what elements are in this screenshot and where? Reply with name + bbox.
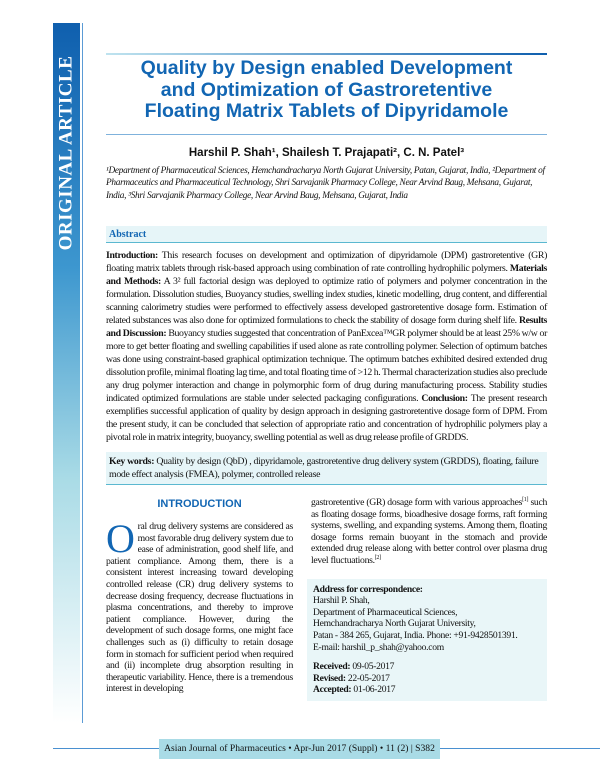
intro-text: such as floating dosage forms, bioadhesive dosage forms, raft forming systems, swelling, and expanding systems. Among them, floating dosage forms remain buoyant in the stomach and provide extended drug release along with better control over plasma drug level fluctuations. (311, 497, 548, 566)
intro-column-right-wrap (311, 497, 547, 701)
received-date (313, 661, 541, 673)
abstract-text: The present research exemplifies successful application of quality by design approach in designing gastroretentive dosage form of DPM. From the present study, it can be concluded that selection of appropriate ratio and concentration of hydrophilic polymers play a pivotal role in matrix integrity, buoyancy, swelling potential as well as drug release profile of GRDDS. (106, 393, 547, 443)
citation[interactable]: [2] (374, 554, 381, 561)
intro-column-right (311, 497, 547, 567)
keywords (106, 452, 547, 485)
article-type-label (53, 23, 80, 283)
section-heading: INTRODUCTION (157, 498, 242, 510)
correspondence-line: Patan - 384 265, Gujarat, India. Phone: +91-9428501391. (313, 629, 518, 641)
drop-cap: O (106, 516, 135, 561)
intro-text: ral drug delivery systems are considered as most favorable drug delivery system due to ease of administration, good shelf life, and patient compliance. Among them, there is a consistent interest increasing toward developing controlled release (CR) drug delivery systems to decrease dosing frequency, decrease fluctuations in plasma concentrations, and thereby to improve patient compliance. However, during the development of such dosage forms, one might face challenges such as (i) difficulty to retain dosage form in stomach for sufficient period when required and (ii) incomplete drug absorption resulting in therapeutic variability. Hence, there is a tremendous interest in developing (106, 521, 293, 695)
accepted-value: 01-06-2017 (351, 684, 396, 696)
footer-citation: Asian Journal of Pharmaceutics • Apr-Jun 2017 (Suppl) • 11 (2) | S382 (159, 739, 440, 759)
page-title (106, 58, 547, 123)
correspondence-label: Address for correspondence: (313, 583, 423, 595)
correspondence-box (307, 579, 547, 701)
keywords-text: Quality by design (QbD) , dipyridamole, gastroretentive drug delivery system (GRDDS), floating, failure mode effect analysis (FMEA), polymer, controlled release (109, 456, 539, 480)
authors: Harshil P. Shah¹, Shailesh T. Prajapati², C. N. Patel³ (188, 147, 465, 159)
accepted-label: Accepted: (313, 684, 352, 696)
abstract-text: This research focuses on development and optimization of dipyridamole (DPM) gastroretentive (GR) floating matrix tablets through risk-based approach using combination of rate controlling hydrophilic polymers. (106, 250, 547, 274)
article-type-text: ORIGINAL ARTICLE (55, 55, 77, 251)
top-rule (106, 53, 547, 55)
received-label: Received: (313, 661, 351, 673)
revised-value: 22-05-2017 (345, 672, 390, 684)
intro-text: gastroretentive (GR) dosage form with various approaches (311, 497, 523, 508)
title-line: and Optimization of Gastroretentive (160, 78, 493, 101)
main-content (106, 226, 547, 701)
correspondence-line: Department of Pharmaceutical Sciences, (313, 606, 458, 618)
title-line: Quality by Design enabled Development (140, 57, 513, 79)
correspondence-line: Harshil P. Shah, (313, 595, 370, 607)
abstract-label: Results and Discussion: (106, 315, 547, 339)
title-rule (106, 134, 547, 135)
intro-column-left (106, 516, 293, 695)
keywords-label: Key words: (109, 456, 155, 467)
abstract-text: A 3² full factorial design was deployed to optimize ratio of polymers and polymer concentration in the formulation. Dissolution studies, Buoyancy studies, swelling index studies, kinetic modelling, drug content, and differential scanning calorimetry studies were performed to effectively assess developed gastroretentive dosage form. Estimation of related substances was also done for optimized formulations to check the stability of dosage form during shelf life. (106, 276, 547, 326)
accepted-date (313, 684, 541, 696)
intro-columns (106, 497, 547, 701)
affiliations: ¹Department of Pharmaceutical Sciences, Hemchandracharya North Gujarat University, Patan, Gujarat, India, ²Department of Pharmaceutics and Pharmaceutical Technology, Shri Sarvajanik Pharmacy College, Near Arvind Baug, Mehsana, Gujarat, India, ³Shri Sarvajanik Pharmacy College, Near Arvind Baug, Mehsana, Gujarat, India (106, 166, 545, 201)
revised-date (313, 673, 541, 685)
abstract-heading: Abstract (106, 226, 547, 243)
correspondence-email[interactable]: E-mail: harshil_p_shah@yahoo.com (313, 641, 444, 653)
citation[interactable]: [1] (522, 496, 529, 503)
received-value: 09-05-2017 (350, 661, 395, 673)
title-line: Floating Matrix Tablets of Dipyridamole (144, 100, 509, 122)
abstract-label: Conclusion: (421, 393, 468, 404)
abstract-label: Introduction: (106, 250, 158, 261)
intro-column-left-wrap (106, 497, 293, 701)
abstract-body (106, 249, 547, 444)
abstract-label: Materials and Methods: (106, 263, 547, 287)
vertical-divider (82, 23, 83, 723)
correspondence-line: Hemchandracharya North Gujarat University, (313, 618, 476, 630)
revised-label: Revised: (313, 672, 346, 684)
abstract-text: Buoyancy studies suggested that concentration of PanExcea™GR polymer should be at least 25% w/w or more to get better floating and swelling capabilities if used alone as rate controlling polymer. Selection of optimum batches was done using constraint-based graphical optimization technique. The optimum batches exhibited desired extended drug dissolution profile, minimal floating lag time, and total floating time of >12 h. Thermal characterization studies also preclude any drug polymer interaction and change in polymorphic form of drug during manufacturing process. Stability studies indicated optimized formulations are stable under selected packaging configurations. (106, 328, 547, 404)
